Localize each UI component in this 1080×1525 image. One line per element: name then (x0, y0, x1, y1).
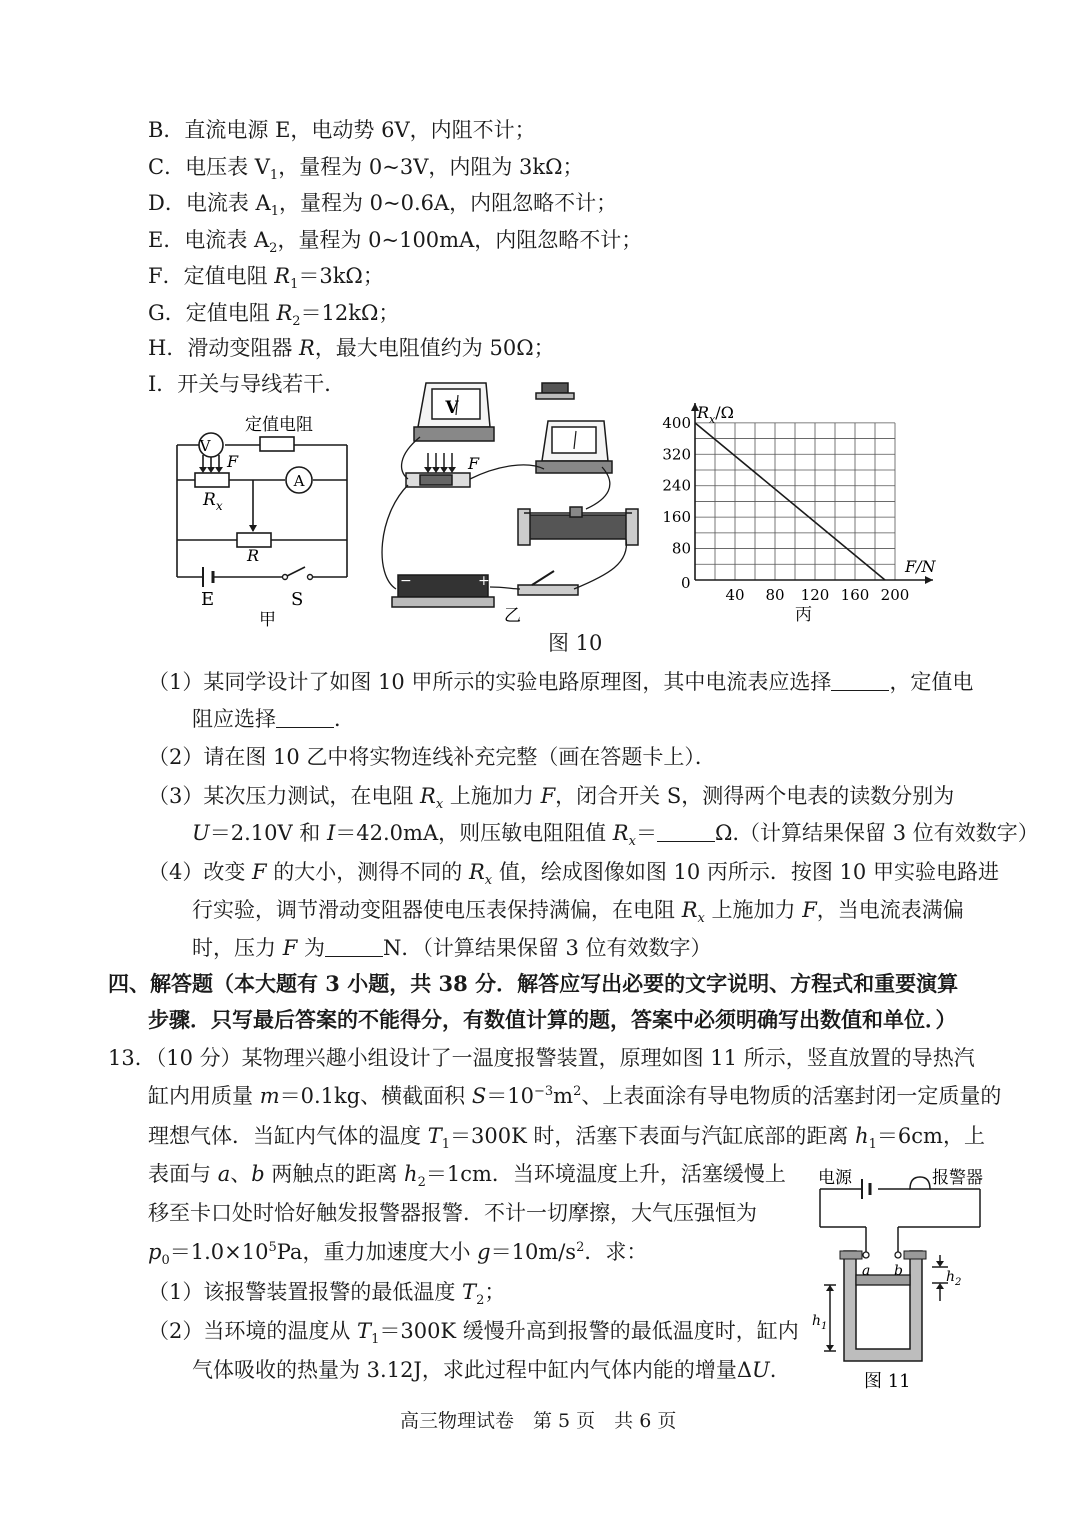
item-d: D．电流表 $A_1$，量程为 0~0.6A，内阻忽略不计； (148, 191, 618, 220)
q12-part3-line1: （3）某次压力测试，在电阻 $R_x$ 上施加力 F，闭合开关 S，测得两个电表的读数分别为 (148, 784, 955, 813)
jia-rx-label: $R_x$ (203, 490, 223, 513)
q13-line2: 缸内用质量 m＝0.1kg、横截面积 $S=10^{-3}m^2$、上表面涂有导电物质的活塞封闭一定质量的 (148, 1084, 1002, 1108)
q13-part2-line2: 气体吸收的热量为 3.12J，求此过程中缸内气体内能的增量ΔU. (192, 1358, 777, 1382)
chart-ticks (662, 414, 909, 604)
jia-battery-label: E (201, 589, 215, 610)
q13-line5: 移至卡口处时恰好触发报警器报警．不计一切摩擦，大气压强恒为 (148, 1201, 757, 1225)
jia-caption: 甲 (259, 610, 276, 630)
jia-fixed-resistor-label: 定值电阻 (245, 415, 313, 435)
figure10-jia-circuit (165, 405, 365, 630)
item-g: G．定值电阻 $R_2=12k\Omega$； (148, 301, 400, 330)
jia-force-label: F (227, 452, 239, 471)
item-f: F．定值电阻 $R_1=3k\Omega$； (148, 264, 384, 293)
answer-blank-force[interactable] (325, 936, 383, 957)
chart-ylabel: $R_x/\Omega$ (697, 403, 734, 426)
chart-xtick: 40 (725, 586, 745, 604)
item-e: E．电流表 $A_2$，量程为 0~100mA，内阻忽略不计； (148, 228, 643, 257)
chart-x-arrow (925, 576, 933, 584)
chart-ytick: 320 (662, 445, 691, 464)
item-b: B．直流电源 E，电动势 6V，内阻不计； (148, 118, 536, 142)
q12-part4-line2: 行实验，调节滑动变阻器使电压表保持满偏，在电阻 $R_x$ 上施加力 F，当电流表满偏 (192, 898, 964, 927)
jia-voltmeter-label: V (199, 437, 211, 455)
q13-part1: （1）该报警装置报警的最低温度 $T_2$； (148, 1280, 506, 1309)
chart-ytick: 400 (662, 413, 691, 432)
jia-rheostat-label: R (247, 546, 260, 565)
figure11-h2-label: $h_2$ (946, 1269, 962, 1288)
yi-minus-label: − (400, 573, 412, 589)
chart-ytick: 80 (671, 539, 691, 558)
figure11-power-label: 电源 (818, 1168, 852, 1188)
section4-heading-line2: 步骤．只写最后答案的不能得分，有数值计算的题，答案中必须明确写出数值和单位．） (148, 1007, 957, 1032)
item-i: I．开关与导线若干． (148, 372, 346, 396)
chart-xtick: 160 (840, 586, 870, 604)
figure10-caption: 图 10 (548, 631, 603, 655)
figure11-alarm-label: 报警器 (932, 1168, 983, 1188)
answer-blank-resistor[interactable] (276, 707, 334, 728)
jia-switch-label: S (291, 589, 304, 610)
q13-line4: 表面与 a、b 两触点的距离 $h_2=1cm$．当环境温度上升，活塞缓慢上 (148, 1162, 786, 1191)
q13-part2-line1: （2）当环境的温度从 $T_1=300K$ 缓慢升高到报警的最低温度时，缸内 (148, 1319, 799, 1348)
section4-heading-line1: 四、解答题（本大题有 3 小题，共 38 分．解答应写出必要的文字说明、方程式和重要演算 (108, 971, 959, 996)
figure10-bing-chart (655, 400, 945, 630)
q13-line6: $p_0=1.0\times 10^5Pa$，重力加速度大小 $g=10m/s^2$．求： (148, 1240, 648, 1269)
q13-line1: 13．（10 分）某物理兴趣小组设计了一温度报警装置，原理如图 11 所示，竖直放置的导热汽 (108, 1046, 975, 1070)
answer-blank-rx[interactable] (657, 821, 715, 842)
page-footer: 高三物理试卷 第 5 页 共 6 页 (400, 1410, 677, 1432)
yi-force-label: F (468, 454, 480, 473)
q12-part4-line1: （4）改变 F 的大小，测得不同的 $R_x$ 值，绘成图像如图 10 丙所示．按图 10 甲实验电路进 (148, 860, 999, 889)
chart-origin: 0 (681, 574, 691, 592)
yi-caption: 乙 (504, 606, 521, 626)
chart-xtick: 120 (800, 586, 830, 604)
figure11-contact-b: b (894, 1263, 903, 1279)
q12-part4-line3: 时，压力 F 为 N．（计算结果保留 3 位有效数字） (192, 936, 712, 960)
bing-caption: 丙 (795, 605, 812, 625)
yi-voltmeter-label: V (445, 398, 459, 418)
q12-part1-line2: 阻应选择 ． (192, 707, 355, 731)
chart-xtick: 80 (765, 586, 785, 604)
figure10-yi-apparatus (378, 375, 640, 630)
figure11-h1-label: $h_1$ (812, 1313, 828, 1332)
chart-grid (691, 403, 933, 584)
q12-part2: （2）请在图 10 乙中将实物连线补充完整（画在答题卡上）． (148, 745, 716, 769)
chart-xtick: 200 (880, 586, 910, 604)
chart-xlabel: F/N (905, 557, 936, 576)
q12-part3-line2: U＝2.10V 和 I＝42.0mA，则压敏电阻阻值 $R_x= \Omega$.（计算结果保留 3 位有效数字） (192, 821, 1039, 850)
item-c: C．电压表 $V_1$，量程为 0~3V，内阻为 3kΩ； (148, 155, 584, 184)
chart-ytick: 240 (662, 476, 691, 495)
yi-plus-label: + (478, 573, 490, 589)
item-h: H．滑动变阻器 R，最大电阻值约为 50Ω； (148, 336, 555, 360)
q12-part1-line1: （1）某同学设计了如图 10 甲所示的实验电路原理图，其中电流表应选择 ，定值电 (148, 670, 974, 694)
figure11-contact-a: a (862, 1263, 871, 1279)
q13-line3: 理想气体．当缸内气体的温度 $T_1=300K$ 时，活塞下表面与汽缸底部的距离 $h_1=6cm$，上 (148, 1124, 985, 1153)
chart-ytick: 160 (662, 508, 691, 527)
answer-blank-ammeter[interactable] (831, 670, 889, 691)
figure11-caption: 图 11 (864, 1371, 911, 1392)
figure11-alarm-device (800, 1155, 1000, 1400)
jia-ammeter-label: A (293, 472, 305, 490)
